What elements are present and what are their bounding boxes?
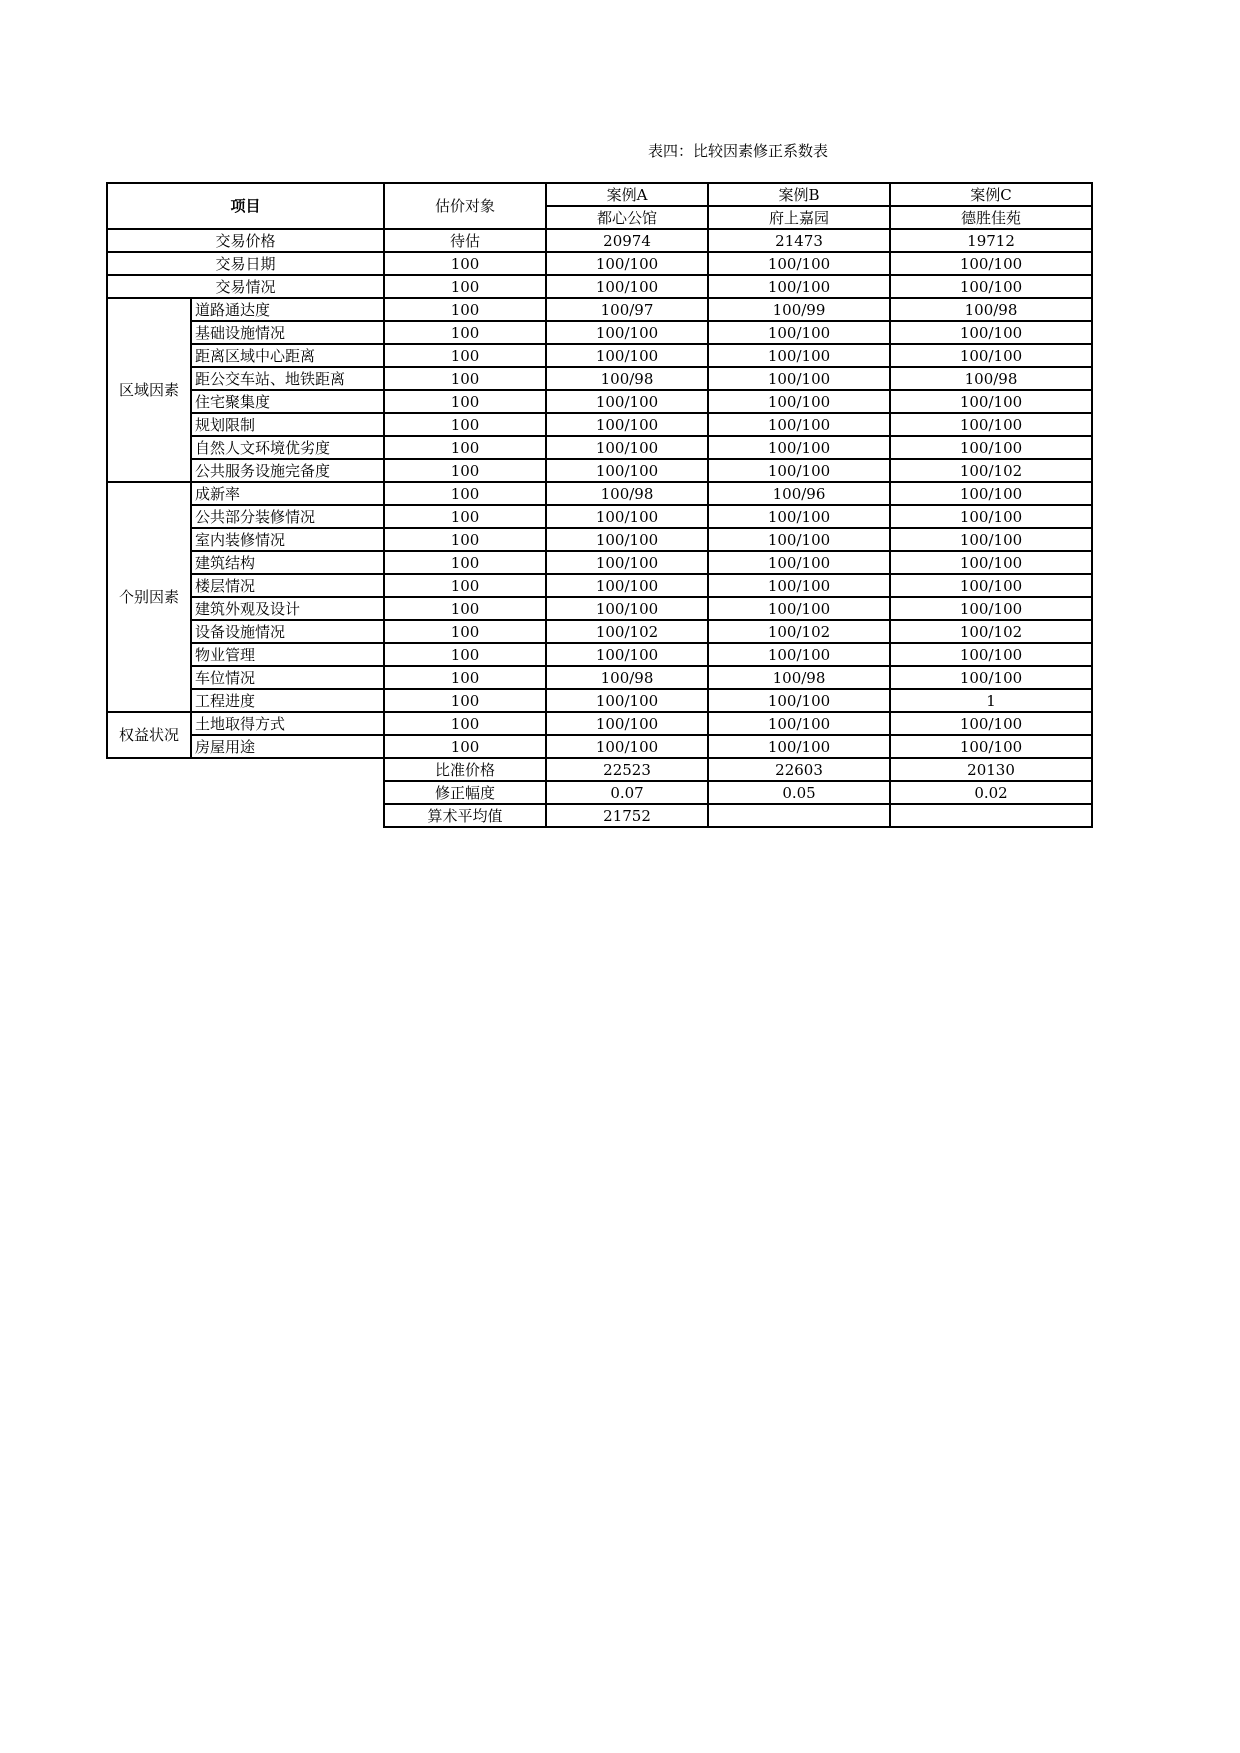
case-b-value: 100/96 [708,482,890,505]
case-b-value: 100/100 [708,643,890,666]
item-label: 交易情况 [107,275,384,298]
table-row [107,344,1092,367]
item-label: 房屋用途 [191,735,384,758]
item-label: 设备设施情况 [191,620,384,643]
summary-label: 算术平均值 [384,804,546,827]
subject-value: 100 [384,482,546,505]
case-b-value: 100/100 [708,597,890,620]
table-row [107,574,1092,597]
case-a-value: 100/100 [546,551,708,574]
case-c-value: 100/98 [890,298,1092,321]
correction-factor-table [106,182,1093,828]
header-row [107,183,1092,206]
table-body [107,183,1092,827]
case-a-value: 100/100 [546,344,708,367]
case-a-value: 100/98 [546,367,708,390]
table-row [107,413,1092,436]
subject-value: 100 [384,597,546,620]
case-c-summary-value [890,804,1092,827]
case-b-value: 100/100 [708,252,890,275]
table-row [107,321,1092,344]
case-a-value: 100/98 [546,482,708,505]
summary-label: 修正幅度 [384,781,546,804]
case-a-value: 100/100 [546,275,708,298]
case-b-value: 100/100 [708,505,890,528]
table-row [107,298,1092,321]
subject-value: 100 [384,298,546,321]
header-case-b-name: 府上嘉园 [708,206,890,229]
case-c-value: 100/98 [890,367,1092,390]
category-label: 个别因素 [107,482,191,712]
case-b-summary-value: 0.05 [708,781,890,804]
case-c-value: 100/100 [890,551,1092,574]
case-a-value: 100/100 [546,597,708,620]
case-b-value: 100/100 [708,551,890,574]
table-row [107,689,1092,712]
table-row [107,620,1092,643]
case-a-summary-value: 0.07 [546,781,708,804]
case-c-value: 100/100 [890,413,1092,436]
table-row [107,390,1092,413]
table-row [107,459,1092,482]
subject-value: 100 [384,275,546,298]
table-row [107,367,1092,390]
case-c-value: 100/102 [890,620,1092,643]
case-a-value: 100/100 [546,390,708,413]
case-c-value: 100/100 [890,482,1092,505]
case-c-value: 100/100 [890,390,1092,413]
case-a-value: 100/100 [546,436,708,459]
item-label: 建筑结构 [191,551,384,574]
table-row [107,436,1092,459]
case-c-value: 100/100 [890,574,1092,597]
item-label: 距离区域中心距离 [191,344,384,367]
subject-value: 100 [384,620,546,643]
item-label: 自然人文环境优劣度 [191,436,384,459]
item-label: 基础设施情况 [191,321,384,344]
case-a-value: 100/100 [546,712,708,735]
blank-cell [107,781,384,804]
case-a-summary-value: 22523 [546,758,708,781]
case-a-value: 100/100 [546,252,708,275]
case-b-value: 100/98 [708,666,890,689]
case-a-summary-value: 21752 [546,804,708,827]
subject-value: 100 [384,436,546,459]
case-b-value: 100/100 [708,367,890,390]
subject-value: 100 [384,712,546,735]
header-case-c-name: 德胜佳苑 [890,206,1092,229]
case-a-value: 100/100 [546,643,708,666]
item-label: 土地取得方式 [191,712,384,735]
subject-value: 待估 [384,229,546,252]
blank-cell [107,804,384,827]
item-label: 成新率 [191,482,384,505]
table-row [107,712,1092,735]
table-row [107,229,1092,252]
case-c-value: 100/100 [890,321,1092,344]
table-row [107,597,1092,620]
subject-value: 100 [384,735,546,758]
case-c-value: 100/100 [890,712,1092,735]
case-b-value: 100/100 [708,735,890,758]
case-c-value: 100/100 [890,436,1092,459]
table-row [107,505,1092,528]
category-label: 权益状况 [107,712,191,758]
table-row [107,252,1092,275]
subject-value: 100 [384,413,546,436]
item-label: 距公交车站、地铁距离 [191,367,384,390]
case-b-value: 21473 [708,229,890,252]
case-b-value: 100/100 [708,528,890,551]
case-b-value: 100/100 [708,689,890,712]
subject-value: 100 [384,344,546,367]
case-a-value: 100/100 [546,689,708,712]
case-c-value: 100/100 [890,344,1092,367]
case-c-value: 100/100 [890,735,1092,758]
subject-value: 100 [384,574,546,597]
case-c-value: 100/100 [890,666,1092,689]
case-b-value: 100/100 [708,459,890,482]
item-label: 楼层情况 [191,574,384,597]
case-c-value: 100/102 [890,459,1092,482]
case-a-value: 100/100 [546,459,708,482]
case-a-value: 100/100 [546,413,708,436]
item-label: 建筑外观及设计 [191,597,384,620]
case-c-value: 100/100 [890,505,1092,528]
case-c-summary-value: 0.02 [890,781,1092,804]
item-label: 道路通达度 [191,298,384,321]
case-a-value: 20974 [546,229,708,252]
item-label: 交易日期 [107,252,384,275]
item-label: 规划限制 [191,413,384,436]
subject-value: 100 [384,459,546,482]
summary-label: 比准价格 [384,758,546,781]
item-label: 物业管理 [191,643,384,666]
subject-value: 100 [384,252,546,275]
table-row [107,482,1092,505]
subject-value: 100 [384,367,546,390]
case-c-value: 100/100 [890,275,1092,298]
case-c-summary-value: 20130 [890,758,1092,781]
header-case-a-label: 案例A [546,183,708,206]
table-row [107,735,1092,758]
item-label: 车位情况 [191,666,384,689]
item-label: 工程进度 [191,689,384,712]
category-label: 区域因素 [107,298,191,482]
case-a-value: 100/100 [546,735,708,758]
case-b-value: 100/100 [708,574,890,597]
case-c-value: 100/100 [890,643,1092,666]
case-b-value: 100/100 [708,712,890,735]
case-a-value: 100/100 [546,528,708,551]
subject-value: 100 [384,390,546,413]
case-b-summary-value: 22603 [708,758,890,781]
case-a-value: 100/97 [546,298,708,321]
item-label: 公共服务设施完备度 [191,459,384,482]
table-row [107,528,1092,551]
subject-value: 100 [384,551,546,574]
case-b-value: 100/100 [708,436,890,459]
case-b-value: 100/100 [708,275,890,298]
subject-value: 100 [384,321,546,344]
blank-cell [107,758,384,781]
case-c-value: 1 [890,689,1092,712]
table-row [107,275,1092,298]
case-b-value: 100/100 [708,390,890,413]
case-a-value: 100/100 [546,321,708,344]
case-c-value: 19712 [890,229,1092,252]
subject-value: 100 [384,528,546,551]
item-label: 交易价格 [107,229,384,252]
case-a-value: 100/98 [546,666,708,689]
item-label: 室内装修情况 [191,528,384,551]
item-label: 住宅聚集度 [191,390,384,413]
case-b-value: 100/100 [708,344,890,367]
subject-value: 100 [384,505,546,528]
header-case-c-label: 案例C [890,183,1092,206]
subject-value: 100 [384,689,546,712]
summary-row [107,804,1092,827]
case-c-value: 100/100 [890,252,1092,275]
case-c-value: 100/100 [890,597,1092,620]
page-title: 表四：比较因素修正系数表 [647,142,828,160]
case-b-value: 100/99 [708,298,890,321]
header-case-a-name: 都心公馆 [546,206,708,229]
header-case-b-label: 案例B [708,183,890,206]
table-row [107,666,1092,689]
header-item: 项目 [107,183,384,229]
case-b-value: 100/100 [708,321,890,344]
case-c-value: 100/100 [890,528,1092,551]
table-row [107,643,1092,666]
case-a-value: 100/102 [546,620,708,643]
case-b-value: 100/102 [708,620,890,643]
case-b-value: 100/100 [708,413,890,436]
case-b-summary-value [708,804,890,827]
header-subject: 估价对象 [384,183,546,229]
summary-row [107,758,1092,781]
subject-value: 100 [384,666,546,689]
summary-row [107,781,1092,804]
item-label: 公共部分装修情况 [191,505,384,528]
subject-value: 100 [384,643,546,666]
table-row [107,551,1092,574]
case-a-value: 100/100 [546,505,708,528]
case-a-value: 100/100 [546,574,708,597]
